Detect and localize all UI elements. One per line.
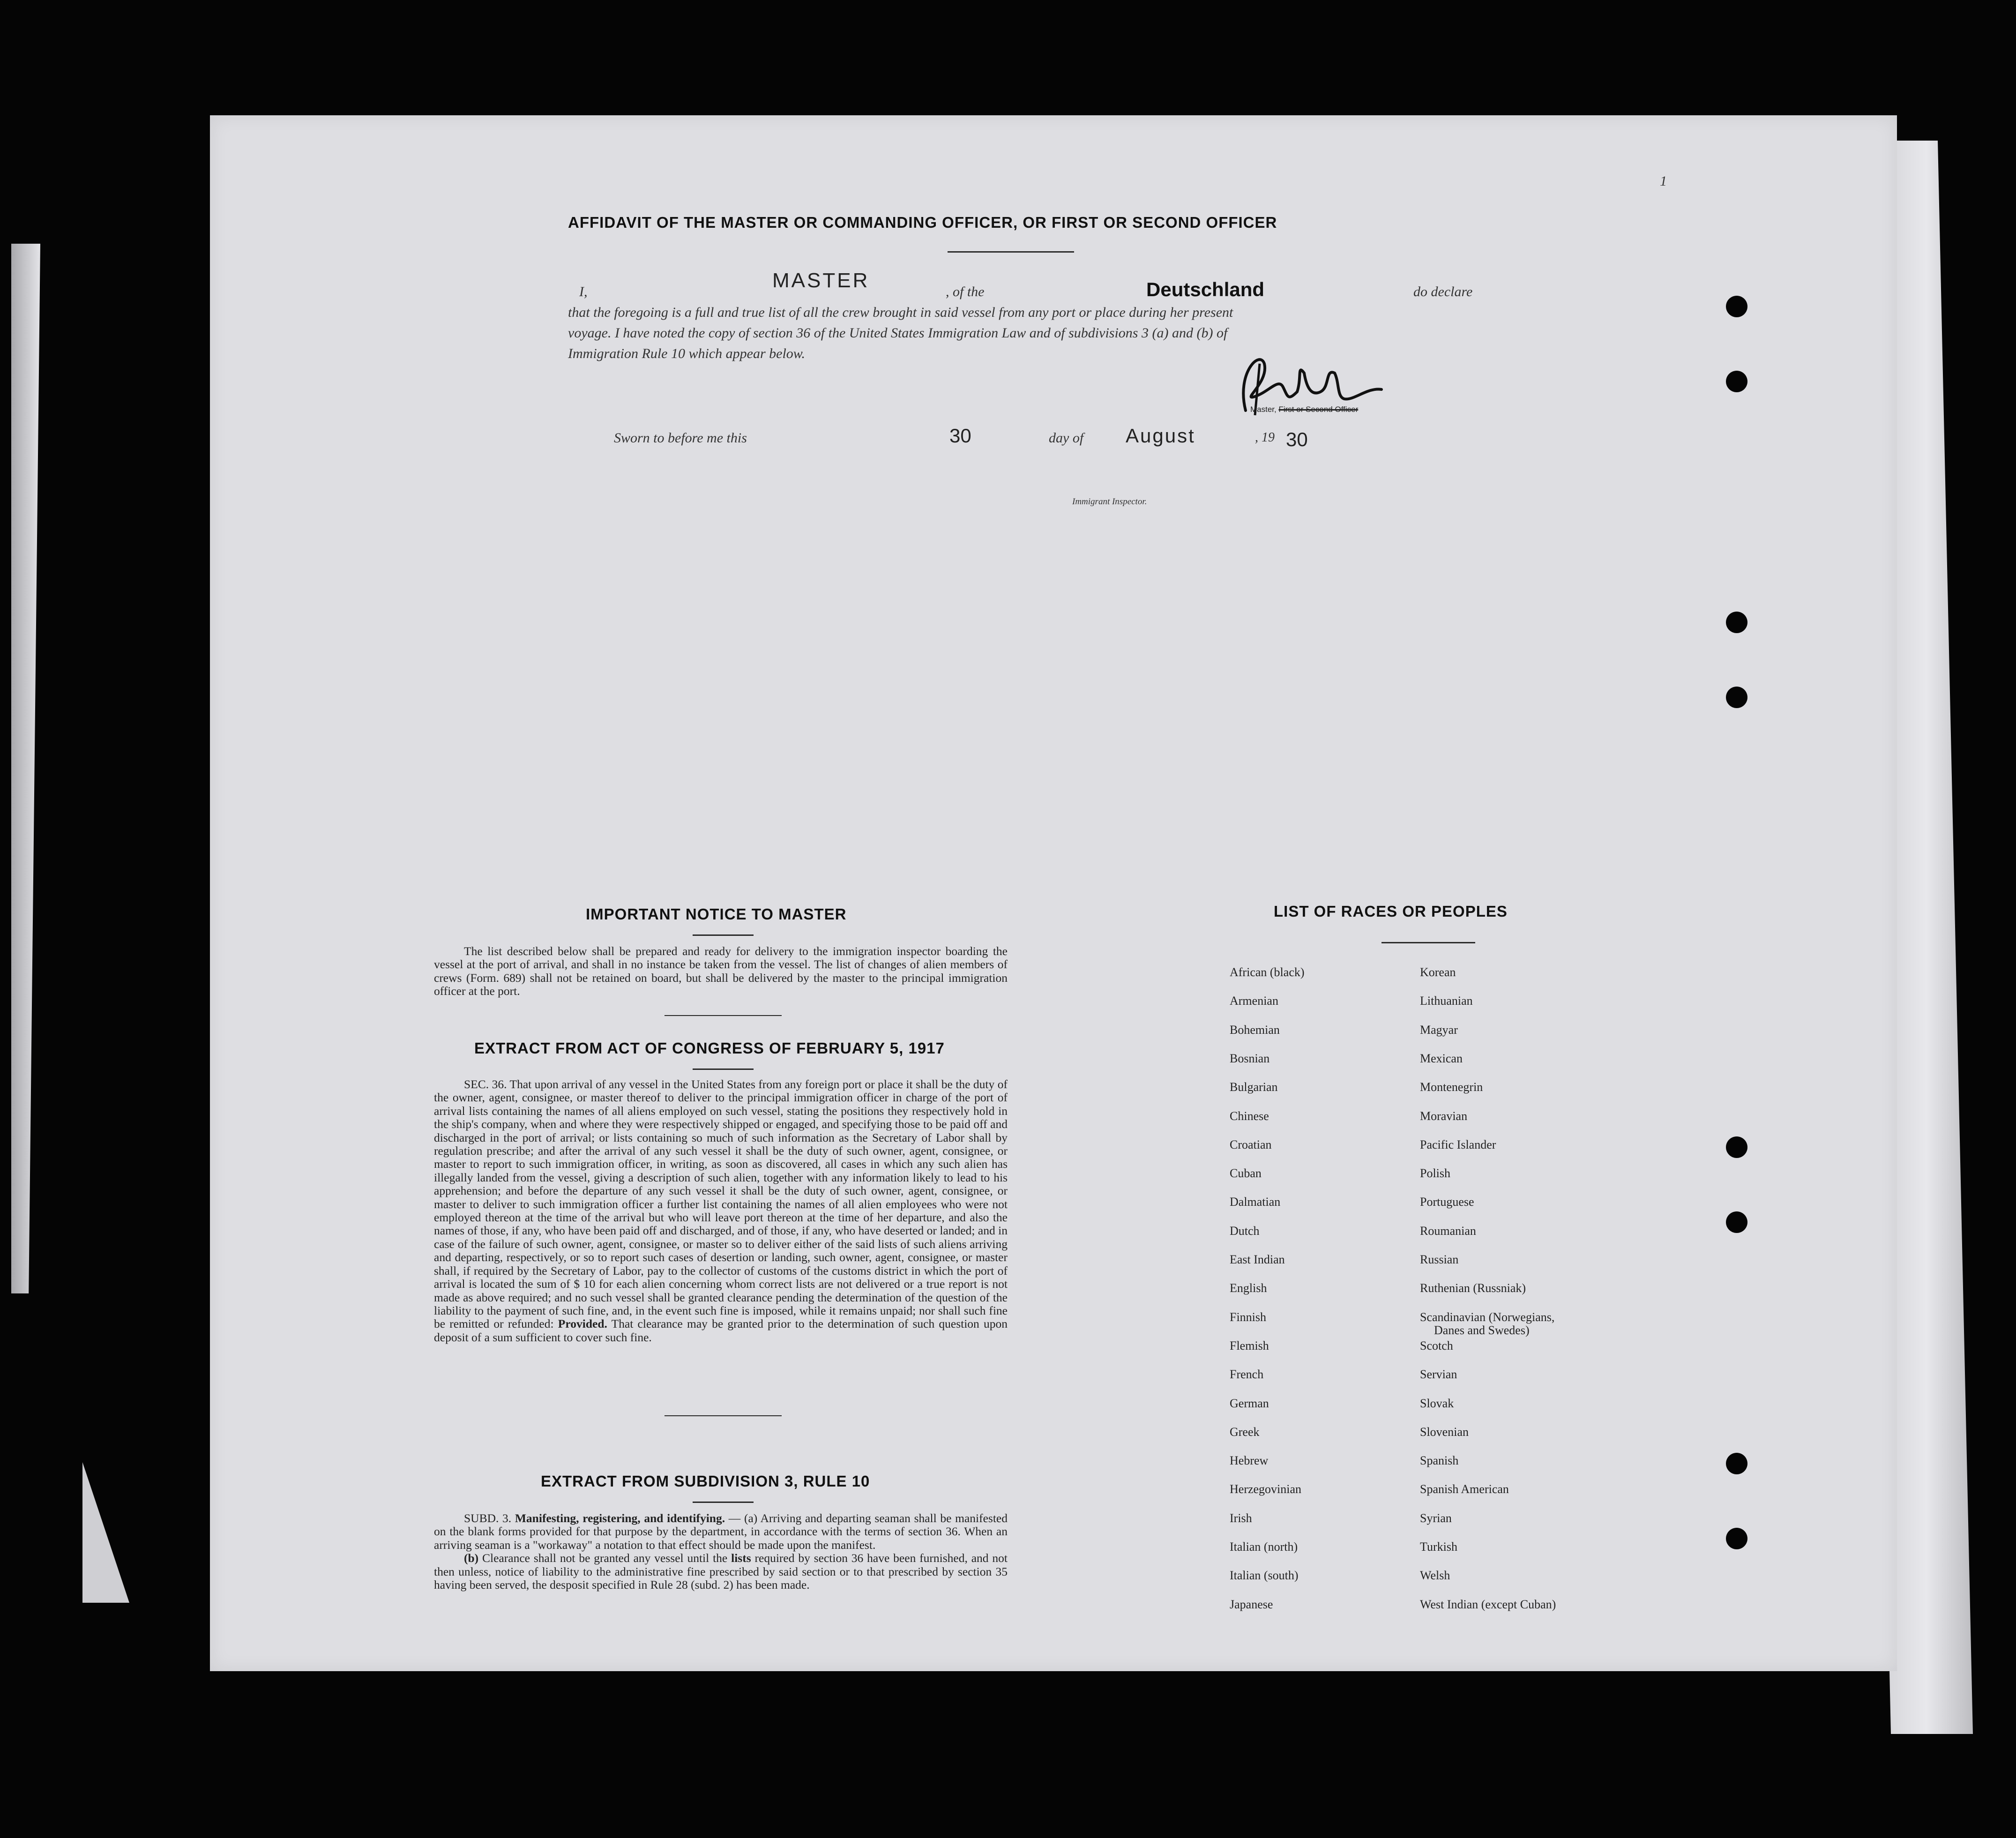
race-item: Bohemian: [1230, 1023, 1280, 1037]
punch-hole: [1726, 1528, 1747, 1549]
sworn-year: 30: [1286, 428, 1308, 450]
notice-divider: [665, 1015, 782, 1016]
rule-paragraph-a: [434, 1512, 1008, 1552]
race-item: English: [1230, 1281, 1267, 1295]
signature-caption-struck: First or Second Officer: [1278, 405, 1359, 414]
rule-subd-label: SUBD. 3.: [464, 1511, 512, 1525]
race-item: Roumanian: [1420, 1224, 1476, 1238]
race-item: Spanish: [1420, 1454, 1459, 1468]
punch-hole: [1726, 296, 1747, 317]
rule-paragraph-b: [434, 1552, 1008, 1591]
notice-paragraph: The list described below shall be prepared and ready for delivery to the immigration inspector boarding the vessel at the port of arrival, and shall in no instance be taken from the vessel. The list of changes of alien members of crews (Form. 689) shall not be retained on board, but shall be delivered by the master to the principal immigration officer at the port.: [434, 944, 1008, 998]
race-item: Bosnian: [1230, 1051, 1270, 1065]
race-item: Japanese: [1230, 1597, 1273, 1611]
race-item: Dutch: [1230, 1224, 1260, 1238]
vessel-name: Deutschland: [1146, 278, 1265, 300]
sworn-year-prefix: , 19: [1255, 430, 1275, 445]
sworn-day: 30: [949, 425, 971, 447]
notice-title: IMPORTANT NOTICE TO MASTER: [586, 905, 847, 923]
race-item: East Indian: [1230, 1253, 1285, 1266]
race-item: West Indian (except Cuban): [1420, 1597, 1556, 1611]
punch-hole: [1726, 1211, 1747, 1233]
race-item: Lithuanian: [1420, 994, 1473, 1008]
race-item: Servian: [1420, 1367, 1457, 1382]
race-item: Mexican: [1420, 1051, 1463, 1065]
punch-hole: [1726, 612, 1747, 633]
act-section-36: SEC. 36. That upon arrival of any vessel in the United States from any foreign port or place it shall be the duty of the owner, agent, consignee, or master thereof to deliver to the principal immigration officer in charge of the port of arrival lists containing the names of all aliens employed on such vessel, stating the positions they respectively hold in the ship's company, when and where they were respectively shipped or engaged, and specifying those to be paid off and discharged in the port of arrival; or lists containing so much of such information as the Secretary of Labor shall by regulation prescribe; and after the arrival of any such vessel it shall be the duty of such owner, agent, consignee, or master to report to such immigration officer, in writing, as soon as discovered, all cases in which any such alien has illegally landed from the vessel, giving a description of such alien, together with any information likely to lead to his apprehension; and before the departure of any such vessel it shall be the duty of such owner, agent, consignee, or master to deliver to such immigration officer a further list containing the names of all alien employees who were not employed thereon at the time of the arrival but who will leave port thereon at the time of her departure, and also the names of those, if any, who have been paid off and discharged, and of those, if any, who have deserted or landed; and in case of the failure of such owner, agent, consignee, or master so to deliver either of the said lists of such aliens arriving and departing, respectively, or so to report such cases of desertion or landing, such owner, agent, consignee, or master shall, if required by the Secretary of Labor, pay to the collector of customs of the customs district in which the port of arrival is located the sum of $ 10 for each alien concerning whom correct lists are not delivered or a true report is not made as above required; and no such vessel shall be granted clearance pending the determination of the question of the liability to the payment of such fine, and, in the event such fine is imposed, while it remains unpaid; nor shall such fine be remitted or refunded:: [434, 1077, 1008, 1331]
race-item: Welsh: [1420, 1569, 1450, 1583]
race-item: Portuguese: [1420, 1195, 1474, 1209]
act-paragraph: [434, 1078, 1008, 1344]
race-item: Polish: [1420, 1166, 1451, 1181]
signature-caption: [1250, 405, 1358, 414]
race-item: Italian (north): [1230, 1540, 1298, 1554]
punch-hole: [1726, 687, 1747, 708]
race-item: Armenian: [1230, 994, 1278, 1008]
act-title-rule: [693, 1068, 754, 1070]
race-item: Syrian: [1420, 1511, 1452, 1525]
races-title-rule: [1381, 942, 1475, 943]
affidavit-title-rule: [948, 251, 1074, 253]
act-clearance-clause: That clearance may be granted prior to the determination of such question upon deposit of a sum sufficient to cover such fine.: [434, 1317, 1008, 1344]
race-item: Magyar: [1420, 1023, 1458, 1037]
sworn-label: Sworn to before me this: [614, 430, 747, 446]
race-item: Moravian: [1420, 1109, 1468, 1123]
declaration-of-the: , of the: [946, 284, 985, 299]
rule-subd-heading: Manifesting, registering, and identifying.: [515, 1511, 725, 1525]
left-page-scrap: [11, 244, 40, 1293]
rule-para-b-text-2: required by section 36 have been furnished, and not then unless, notice of liability to the administrative fine prescribed by said section or to that prescribed by section 35 having been served, the desposit specified in Rule 28 (subd. 2) has been made.: [434, 1551, 1008, 1592]
left-page-corner: [82, 1462, 129, 1603]
rule-para-b-lists: lists: [731, 1551, 751, 1565]
declaration-intro: I,: [579, 284, 588, 299]
race-item: Scandinavian (Norwegians,: [1420, 1310, 1555, 1324]
race-item: Russian: [1420, 1253, 1459, 1266]
notice-title-rule: [693, 934, 754, 936]
declaration-line-2: that the foregoing is a full and true list of all the crew brought in said vessel from any port or place during her present: [568, 305, 1233, 320]
punch-hole: [1726, 1136, 1747, 1158]
inspector-label: Immigrant Inspector.: [1072, 497, 1147, 507]
page-number: 1: [1660, 173, 1667, 189]
notice-text: [434, 945, 1008, 998]
race-item: French: [1230, 1367, 1264, 1382]
race-item: Irish: [1230, 1511, 1252, 1525]
document-page: [210, 115, 1897, 1671]
declaration-line-4: Immigration Rule 10 which appear below.: [568, 346, 806, 361]
punch-hole: [1726, 1453, 1747, 1474]
race-item: Croatian: [1230, 1137, 1272, 1151]
race-item: Spanish American: [1420, 1482, 1509, 1496]
rule-para-b-text-1: Clearance shall not be granted any vessel until the: [482, 1551, 728, 1565]
race-item: Flemish: [1230, 1338, 1269, 1352]
race-item: Slovak: [1420, 1396, 1454, 1410]
officer-rank: MASTER: [772, 269, 870, 292]
act-divider: [665, 1415, 782, 1416]
race-item: Scotch: [1420, 1338, 1453, 1352]
race-item: Dalmatian: [1230, 1195, 1281, 1209]
rule-title-rule: [693, 1502, 754, 1503]
race-item: Greek: [1230, 1425, 1260, 1439]
race-item: Ruthenian (Russniak): [1420, 1281, 1526, 1295]
race-item: Pacific Islander: [1420, 1137, 1496, 1151]
races-title: LIST OF RACES OR PEOPLES: [1274, 903, 1508, 920]
rule-text: [434, 1512, 1008, 1591]
race-item: German: [1230, 1396, 1269, 1410]
act-text: [434, 1078, 1008, 1344]
race-item: Danes and Swedes): [1434, 1323, 1530, 1337]
race-item: Bulgarian: [1230, 1080, 1278, 1094]
race-item: Korean: [1420, 965, 1456, 979]
race-item: Cuban: [1230, 1166, 1262, 1181]
race-item: Slovenian: [1420, 1425, 1469, 1439]
declaration-do-declare: do declare: [1413, 284, 1473, 299]
race-item: Montenegrin: [1420, 1080, 1483, 1094]
rule-title: EXTRACT FROM SUBDIVISION 3, RULE 10: [541, 1472, 870, 1490]
declaration-line-3: voyage. I have noted the copy of section 36 of the United States Immigration Law and of subdivisions 3 (a) and (b) of: [568, 325, 1228, 341]
rule-para-a-text: — (a) Arriving and departing seaman shall be manifested on the blank forms provided for that purpose by the department, in accordance with the terms of section 36. When an arriving seaman is a "workaway" a notation to that effect should be made upon the manifest.: [434, 1511, 1008, 1552]
affidavit-title: AFFIDAVIT OF THE MASTER OR COMMANDING OFFICER, OR FIRST OR SECOND OFFICER: [568, 214, 1277, 231]
act-provided: Provided.: [558, 1317, 607, 1331]
signature-caption-master: Master,: [1250, 405, 1277, 414]
punch-hole: [1726, 371, 1747, 392]
sworn-month: August: [1126, 425, 1195, 447]
sworn-day-of: day of: [1049, 430, 1084, 446]
race-item: Turkish: [1420, 1540, 1457, 1554]
race-item: Chinese: [1230, 1109, 1269, 1123]
race-item: Herzegovinian: [1230, 1482, 1302, 1496]
act-title: EXTRACT FROM ACT OF CONGRESS OF FEBRUARY 5, 1917: [474, 1039, 945, 1057]
race-item: African (black): [1230, 965, 1305, 979]
rule-para-b-label: (b): [464, 1551, 479, 1565]
race-item: Finnish: [1230, 1310, 1267, 1324]
race-item: Italian (south): [1230, 1569, 1299, 1583]
race-item: Hebrew: [1230, 1454, 1269, 1468]
